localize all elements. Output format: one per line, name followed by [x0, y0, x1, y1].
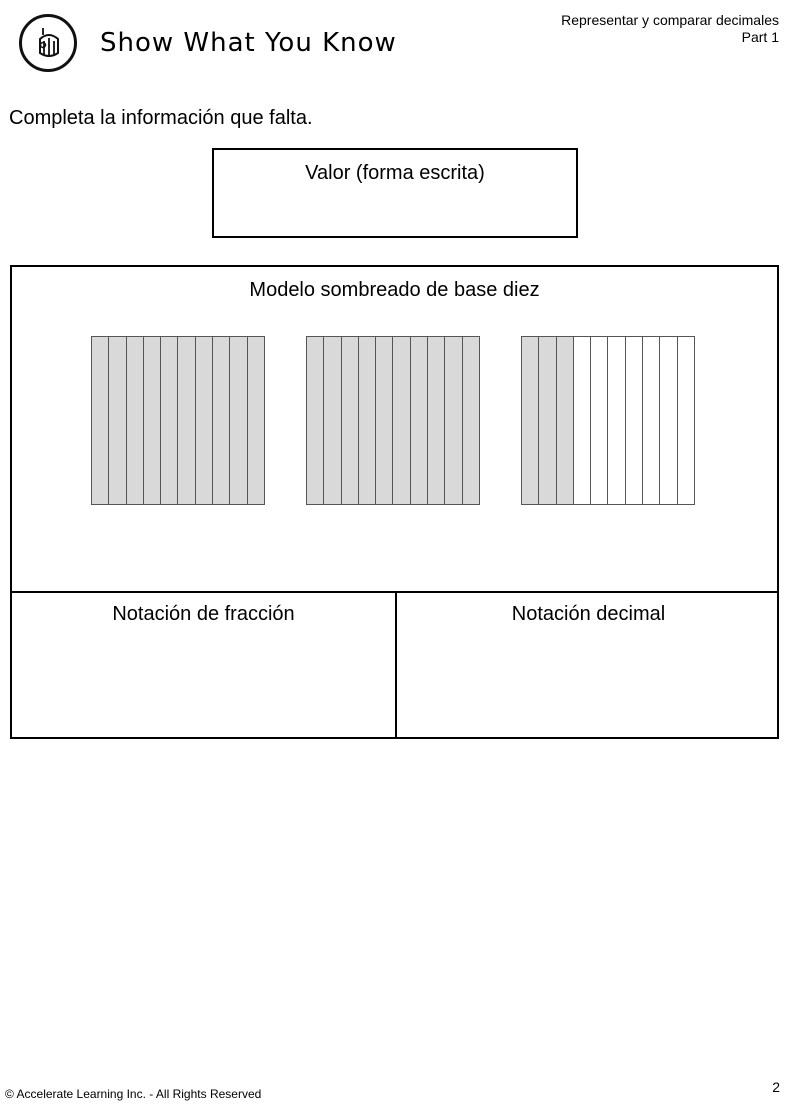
shaded-tenth-strip: [411, 337, 428, 504]
shaded-tenth-strip: [127, 337, 144, 504]
shaded-tenth-strip: [463, 337, 479, 504]
unshaded-tenth-strip: [643, 337, 660, 504]
shaded-tenth-strip: [557, 337, 574, 504]
logo-text: Show What You Know: [100, 28, 397, 58]
shaded-tenth-strip: [324, 337, 341, 504]
instruction-text: Completa la información que falta.: [9, 107, 313, 129]
shaded-tenth-strip: [213, 337, 230, 504]
shaded-tenth-strip: [428, 337, 445, 504]
base-ten-model: [91, 336, 265, 505]
shaded-tenth-strip: [307, 337, 324, 504]
fraction-notation-label: Notación de fracción: [112, 603, 295, 625]
page-number: 2: [772, 1079, 780, 1095]
model-title: Modelo sombreado de base diez: [249, 279, 540, 301]
value-written-box[interactable]: [212, 148, 578, 238]
unshaded-tenth-strip: [608, 337, 625, 504]
shaded-tenth-strip: [393, 337, 410, 504]
unshaded-tenth-strip: [626, 337, 643, 504]
unshaded-tenth-strip: [660, 337, 677, 504]
shaded-tenth-strip: [196, 337, 213, 504]
unshaded-tenth-strip: [574, 337, 591, 504]
shaded-tenth-strip: [376, 337, 393, 504]
shaded-tenth-strip: [522, 337, 539, 504]
shaded-tenth-strip: [248, 337, 264, 504]
decimal-notation-label: Notación decimal: [511, 603, 666, 625]
worksheet-topic: [561, 12, 779, 46]
topic-title: Representar y comparar decimales: [561, 12, 779, 28]
shaded-tenth-strip: [109, 337, 126, 504]
value-written-label: Valor (forma escrita): [305, 162, 485, 184]
copyright-footer: © Accelerate Learning Inc. - All Rights Reserved: [5, 1087, 262, 1101]
lightbulb-icon: [30, 25, 68, 63]
model-table: [10, 265, 779, 739]
topic-part: Part 1: [741, 29, 779, 45]
shaded-tenth-strip: [144, 337, 161, 504]
shaded-tenth-strip: [92, 337, 109, 504]
unshaded-tenth-strip: [591, 337, 608, 504]
base-ten-model: [306, 336, 480, 505]
shaded-tenth-strip: [161, 337, 178, 504]
shaded-tenth-strip: [178, 337, 195, 504]
shaded-tenth-strip: [342, 337, 359, 504]
shaded-tenth-strip: [230, 337, 247, 504]
shaded-tenth-strip: [539, 337, 556, 504]
unshaded-tenth-strip: [678, 337, 694, 504]
shaded-tenth-strip: [359, 337, 376, 504]
base-ten-model: [521, 336, 695, 505]
logo: [19, 14, 77, 72]
shaded-tenth-strip: [445, 337, 462, 504]
